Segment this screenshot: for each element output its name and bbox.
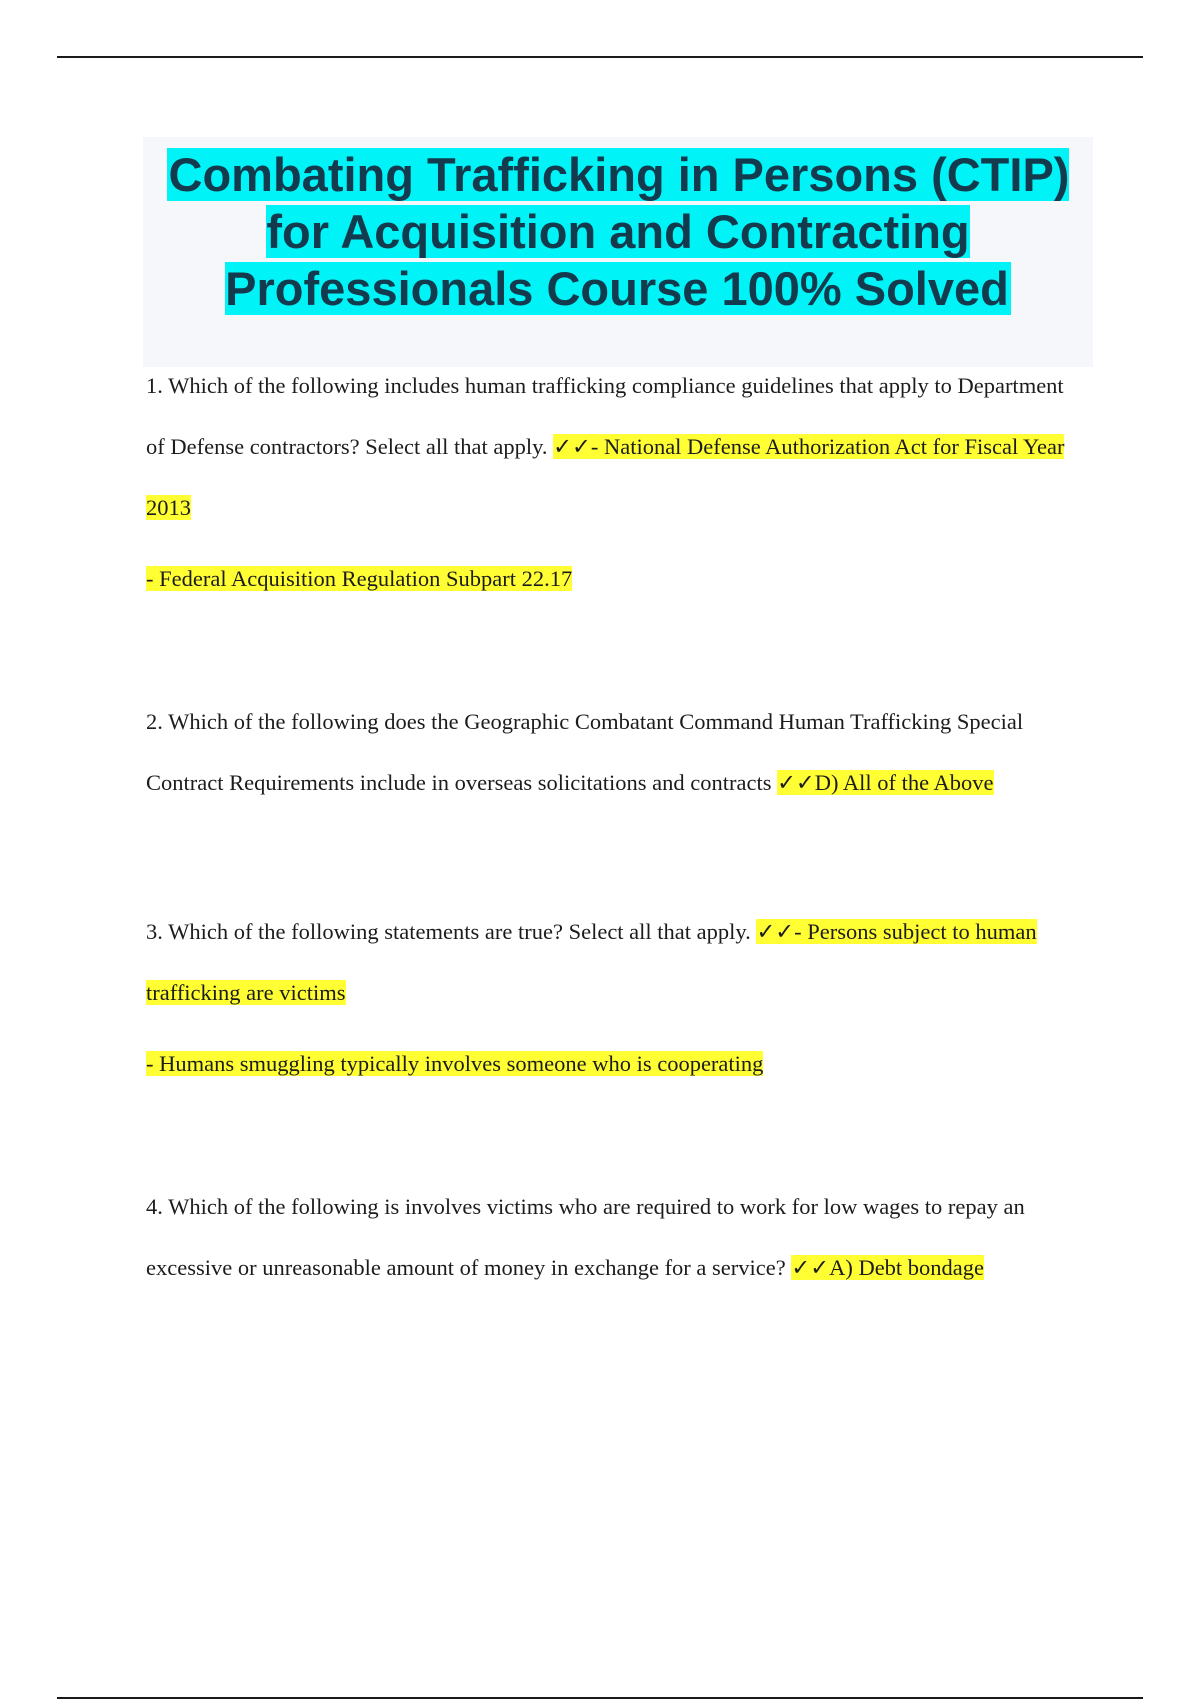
answer-3-text: - Persons subject to human trafficking are victims: [146, 919, 1037, 1005]
question-1: [146, 355, 1086, 538]
answer-1-extra-text: - Federal Acquisition Regulation Subpart 22.17: [146, 566, 573, 591]
question-1-text: 1. Which of the following includes human trafficking compliance guidelines that apply to Department of Defense contractors? Select all that apply.: [146, 373, 1064, 459]
spacer: [146, 1094, 1086, 1176]
spacer: [146, 609, 1086, 691]
answer-4: [791, 1255, 984, 1280]
question-2-text: 2. Which of the following does the Geographic Combatant Command Human Trafficking Special Contract Requirements include in overseas solicitations and contracts: [146, 709, 1024, 795]
bottom-rule: [57, 1697, 1143, 1699]
answer-1-text: - National Defense Authorization Act for Fiscal Year 2013: [146, 434, 1065, 520]
question-list: [146, 355, 1086, 1298]
document-title: [143, 146, 1093, 317]
question-4-text: 4. Which of the following is involves victims who are required to work for low wages to repay an excessive or unreasonable amount of money in exchange for a service?: [146, 1194, 1025, 1280]
answer-2-text: D) All of the Above: [814, 770, 994, 795]
question-3: [146, 901, 1086, 1023]
answer-2: [777, 770, 993, 795]
answer-3-extra: [146, 1033, 1086, 1094]
top-rule: [57, 56, 1143, 58]
question-3-text: 3. Which of the following statements are true? Select all that apply.: [146, 919, 751, 944]
question-2: [146, 691, 1086, 813]
check-mark-icon: ✓✓: [756, 919, 795, 944]
answer-4-text: A) Debt bondage: [829, 1255, 985, 1280]
check-mark-icon: ✓✓: [553, 434, 591, 459]
answer-1-extra: [146, 548, 1086, 609]
title-highlight: Combating Trafficking in Persons (CTIP) for Acquisition and Contracting Professionals Course 100% Solved: [168, 148, 1070, 315]
check-mark-icon: ✓✓: [777, 770, 815, 795]
answer-3-extra-text: - Humans smuggling typically involves someone who is cooperating: [146, 1051, 764, 1076]
question-4: [146, 1176, 1086, 1298]
check-mark-icon: ✓✓: [791, 1255, 830, 1280]
spacer: [146, 813, 1086, 901]
